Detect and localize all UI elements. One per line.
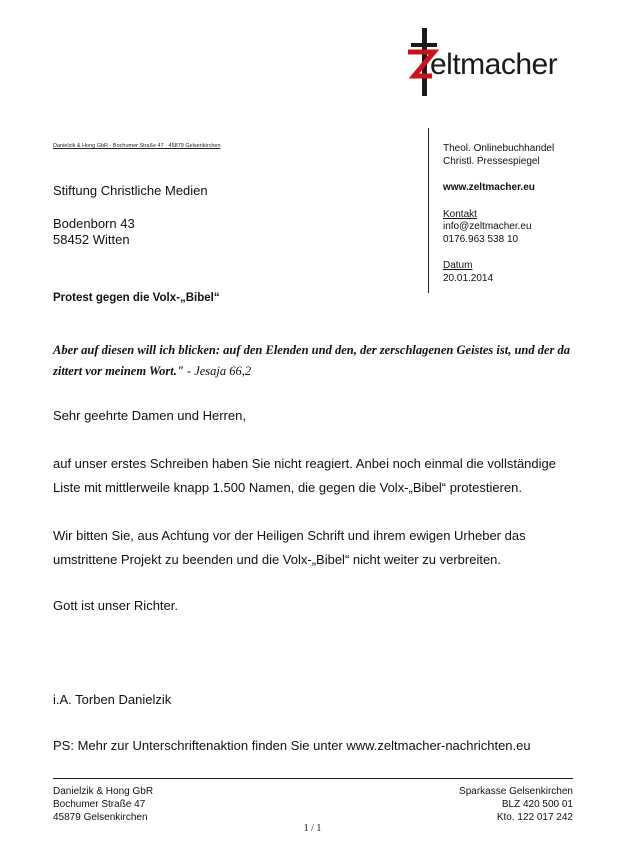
paragraph-2: Wir bitten Sie, aus Achtung vor der Heiligen Schrift und ihrem ewigen Urheber das umstrittene Projekt zu beenden und die Volx-„Bibel“ nicht weiter zu verbreiten.	[53, 528, 526, 567]
footer-rule	[53, 778, 573, 779]
date-value: 20.01.2014	[443, 272, 494, 284]
footer-left-line: 45879 Gelsenkirchen	[53, 812, 148, 823]
paragraph-1: auf unser erstes Schreiben haben Sie nicht reagiert. Anbei noch einmal die vollständige Liste mit mittlerweile knapp 1.500 Namen, die gegen die Volx-„Bibel“ protestieren.	[53, 456, 556, 495]
vertical-divider	[428, 128, 429, 293]
logo-wordmark: eltmacher	[430, 48, 558, 81]
bible-quote	[53, 340, 573, 382]
paragraph-3: Gott ist unser Richter.	[53, 598, 178, 613]
greeting: Sehr geehrte Damen und Herren,	[53, 408, 246, 423]
postscript: PS: Mehr zur Unterschriftenaktion finden Sie unter www.zeltmacher-nachrichten.eu	[53, 738, 531, 753]
recipient-address	[53, 183, 208, 248]
footer-right-line: Sparkasse Gelsenkirchen	[459, 786, 573, 797]
recipient-city: 58452 Witten	[53, 232, 130, 247]
contact-label: Kontakt	[443, 208, 477, 220]
date-label: Datum	[443, 260, 473, 271]
info-line-1: Theol. Onlinebuchhandel	[443, 143, 555, 154]
recipient-street: Bodenborn 43	[53, 216, 135, 231]
footer-right-line: Kto. 122 017 242	[496, 812, 573, 823]
info-line-2: Christl. Pressespiegel	[443, 155, 540, 167]
recipient-org: Stiftung Christliche Medien	[53, 183, 208, 198]
zeltmacher-logo	[400, 26, 580, 98]
info-column	[443, 143, 554, 285]
letter-subject: Protest gegen die Volx-„Bibel“	[53, 292, 220, 304]
quote-text: Aber auf diesen will ich blicken: auf den Elenden und den, der zerschlagenen Geistes ist, und der da zittert vor meinem Wort."	[53, 343, 571, 378]
sender-address-line: Danielzik & Hong GbR · Bochumer Straße 47 · 45879 Gelsenkirchen	[53, 143, 221, 149]
footer-left-line: Bochumer Straße 47	[53, 799, 146, 810]
quote-source: - Jesaja 66,2	[183, 364, 252, 378]
phone-number: 0176.963 538 10	[443, 233, 519, 245]
page-number: 1 / 1	[303, 823, 322, 834]
website-link[interactable]: www.zeltmacher.eu	[443, 182, 535, 193]
footer-bank-details	[403, 785, 573, 824]
footer-right-line: BLZ 420 500 01	[501, 799, 573, 810]
footer-company-address	[53, 785, 153, 824]
signature: i.A. Torben Danielzik	[53, 692, 172, 707]
footer-left-line: Danielzik & Hong GbR	[53, 786, 154, 797]
email-link[interactable]: info@zeltmacher.eu	[443, 221, 532, 232]
